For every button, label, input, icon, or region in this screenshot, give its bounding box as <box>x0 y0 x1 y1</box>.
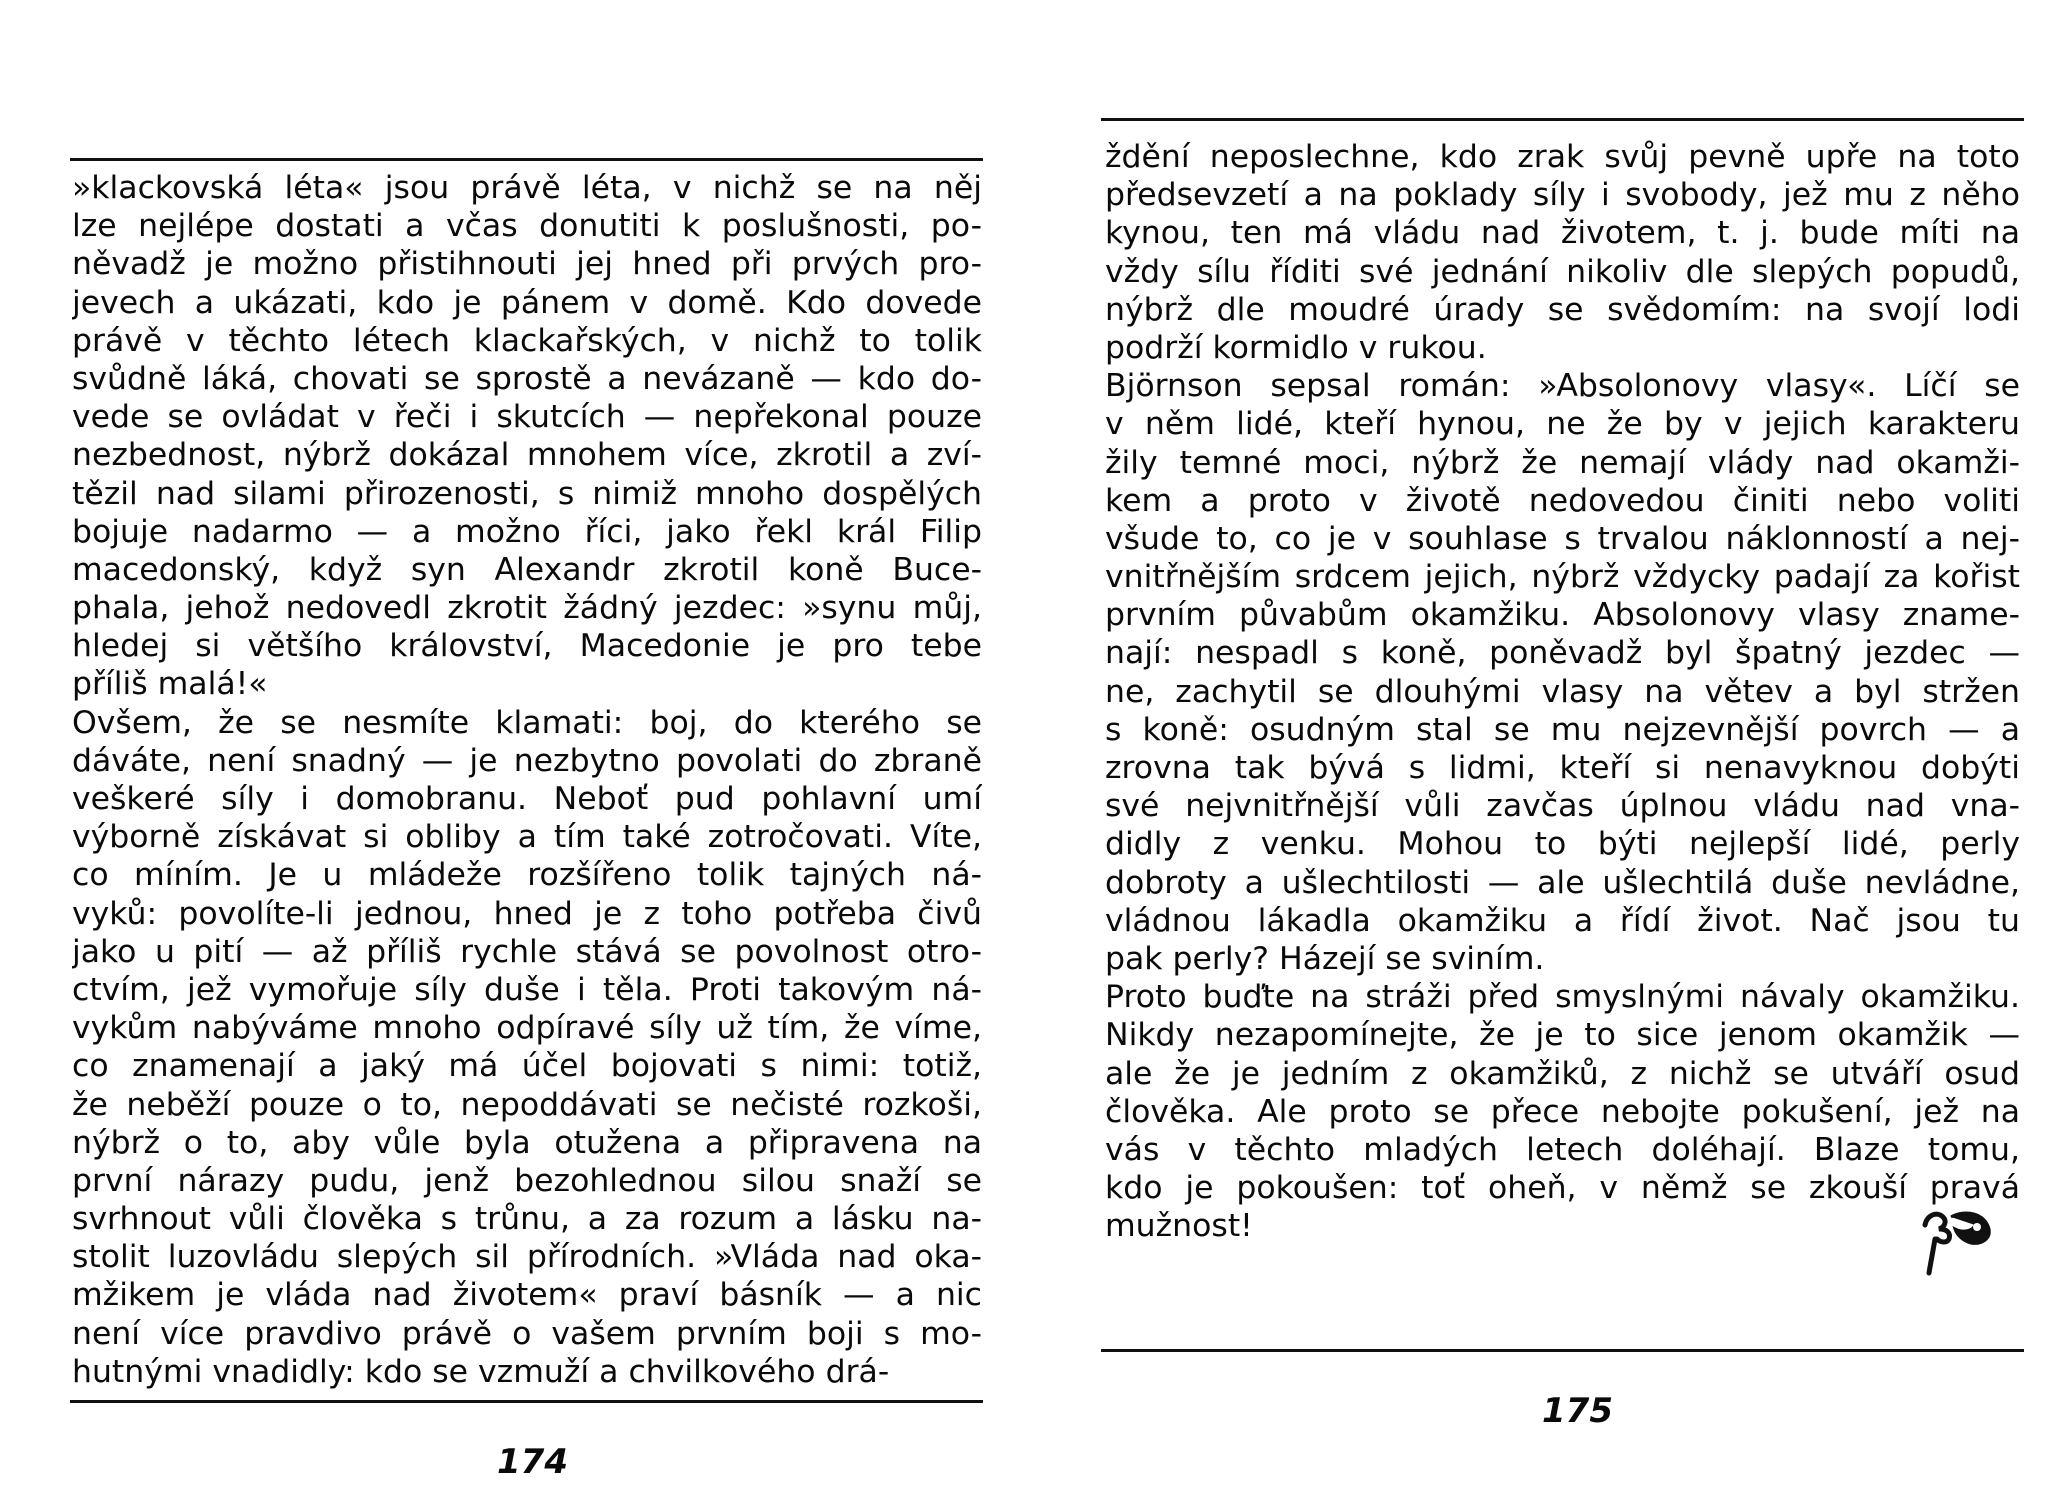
text-line: svůdně láká, chovati se sprostě a nevázaně — kdo do- <box>72 360 982 397</box>
text-line: hutnými vnadidly: kdo se vzmuží a chvilkového drá- <box>72 1353 890 1390</box>
text-line: podrží kormidlo v rukou. <box>1105 329 1487 366</box>
text-line: s koně: osudným stal se mu nejzevnější povrch — a <box>1105 711 2020 748</box>
text-line: první nárazy pudu, jenž bezohlednou silou snaží se <box>72 1162 982 1199</box>
text-line: bojuje nadarmo — a možno říci, jako řekl král Filip <box>72 513 982 550</box>
text-line: kynou, ten má vládu nad životem, t. j. bude míti na <box>1105 215 2020 252</box>
text-line: své nejvnitřnější vůli zavčas úplnou vládu nad vna- <box>1105 788 2020 825</box>
text-line: co znamenají a jaký má účel bojovati s nimi: totiž, <box>72 1048 982 1085</box>
text-line: jevech a ukázati, kdo je pánem v domě. Kdo dovede <box>72 284 982 321</box>
text-line: předsevzetí a na poklady síly i svobody, jež mu z něho <box>1105 177 2020 214</box>
text-line: dáváte, není snadný — je nezbytno povolati do zbraně <box>72 742 982 779</box>
text-line: mžikem je vláda nad životem« praví básník — a nic <box>72 1277 982 1314</box>
text-line: člověka. Ale proto se přece nebojte pokušení, jež na <box>1105 1093 2020 1130</box>
text-line: vládnou lákadla okamžiku a řídí život. Nač jsou tu <box>1105 902 2020 939</box>
text-line: mužnost! <box>1105 1208 1253 1245</box>
right-bottom-rule <box>1101 1349 2024 1352</box>
text-line: kdo je pokoušen: toť oheň, v němž se zkouší pravá <box>1105 1170 2020 1207</box>
text-line: »klackovská léta« jsou právě léta, v nichž se na něj <box>72 170 982 206</box>
text-line: právě v těchto létech klackařských, v nichž to tolik <box>72 322 982 359</box>
text-line: příliš malá!« <box>72 666 268 703</box>
text-line: vyků: povolíte-li jednou, hned je z toho potřeba čivů <box>72 895 982 932</box>
right-page-number: 175 <box>1542 1391 1613 1431</box>
left-top-rule <box>70 158 983 161</box>
text-line: phala, jehož nedovedl zkrotit žádný jezdec: »synu můj, <box>72 590 982 627</box>
text-line: vykům nabýváme mnoho odpíravé síly už tím, že víme, <box>72 1010 982 1047</box>
left-page-number: 174 <box>497 1442 568 1482</box>
text-line: svrhnout vůli člověka s trůnu, a za rozum a lásku na- <box>72 1201 982 1238</box>
text-line: výborně získávat si obliby a tím také zotročovati. Víte, <box>72 819 982 856</box>
right-body-text <box>1105 138 2020 1245</box>
right-page <box>1027 0 2054 1500</box>
text-line: jako u pití — až příliš rychle stává se povolnost otro- <box>72 933 982 970</box>
left-body-text <box>72 169 982 1391</box>
text-line: vede se ovládat v řeči i skutcích — nepřekonal pouze <box>72 399 982 436</box>
text-line: hledej si většího království, Macedonie je pro tebe <box>72 628 982 665</box>
text-line: něvadž je možno přistihnouti jej hned při prvých pro- <box>72 246 982 283</box>
text-line: Björnson sepsal román: »Absolonovy vlasy«. Líčí se <box>1105 368 2020 405</box>
text-line: co míním. Je u mládeže rozšířeno tolik tajných ná- <box>72 857 982 894</box>
text-line: ne, zachytil se dlouhými vlasy na větev a byl stržen <box>1105 673 2020 710</box>
text-line: vždy sílu říditi své jednání nikoliv dle slepých popudů, <box>1105 253 2020 290</box>
text-line: nýbrž dle moudré úrady se svědomím: na svojí lodi <box>1105 291 2020 328</box>
text-line: lze nejlépe dostati a včas donutiti k poslušnosti, po- <box>72 208 982 245</box>
text-line: Proto buďte na stráži před smyslnými návaly okamžiku. <box>1105 979 2020 1016</box>
text-line: není více pravdivo právě o vašem prvním boji s mo- <box>72 1315 982 1352</box>
text-line: prvním půvabům okamžiku. Absolonovy vlasy zname- <box>1105 597 2020 634</box>
text-line: tězil nad silami přirozenosti, s nimiž mnoho dospělých <box>72 475 982 512</box>
text-line: nají: nespadl s koně, poněvadž byl špatný jezdec — <box>1105 635 2020 672</box>
text-line: žily temné moci, nýbrž že nemají vlády nad okamži- <box>1105 444 2020 481</box>
text-line: didly z venku. Mohou to býti nejlepší lidé, perly <box>1105 826 2020 863</box>
text-line: pak perly? Házejí se sviním. <box>1105 940 1545 977</box>
ornament-icon <box>1917 1203 1995 1281</box>
text-line: vás v těchto mladých letech doléhají. Blaze tomu, <box>1105 1131 2020 1168</box>
text-line: Nikdy nezapomínejte, že je to sice jenom okamžik — <box>1105 1017 2020 1054</box>
text-line: nýbrž o to, aby vůle byla otužena a připravena na <box>72 1124 982 1161</box>
text-line: v něm lidé, kteří hynou, ne že by v jejich karakteru <box>1105 406 2020 443</box>
text-line: stolit luzovládu slepých sil přírodních. »Vláda nad oka- <box>72 1239 982 1276</box>
text-line: vnitřnějším srdcem jejich, nýbrž vždycky padají za kořist <box>1105 559 2020 596</box>
text-line: kem a proto v životě nedovedou činiti nebo voliti <box>1105 482 2020 519</box>
text-line: že neběží pouze o to, nepoddávati se nečisté rozkoši, <box>72 1086 982 1123</box>
text-line: ždění neposlechne, kdo zrak svůj pevně upře na toto <box>1105 139 2020 175</box>
text-line: macedonský, když syn Alexandr zkrotil koně Buce- <box>72 551 982 588</box>
text-line: dobroty a ušlechtilosti — ale ušlechtilá duše nevládne, <box>1105 864 2020 901</box>
left-bottom-rule <box>70 1400 983 1403</box>
text-line: Ovšem, že se nesmíte klamati: boj, do kterého se <box>72 704 982 741</box>
text-line: zrovna tak bývá s lidmi, kteří si nenavyknou dobýti <box>1105 750 2020 786</box>
text-line: nezbednost, nýbrž dokázal mnohem více, zkrotil a zví- <box>72 437 982 474</box>
text-line: všude to, co je v souhlase s trvalou náklonností a nej- <box>1105 520 2020 557</box>
text-line: ctvím, jež vymořuje síly duše i těla. Proti takovým ná- <box>72 971 982 1008</box>
right-top-rule <box>1101 118 2024 121</box>
text-line: ale že je jedním z okamžiků, z nichž se utváří osud <box>1105 1055 2020 1092</box>
text-line: veškeré síly i domobranu. Neboť pud pohlavní umí <box>72 781 982 817</box>
